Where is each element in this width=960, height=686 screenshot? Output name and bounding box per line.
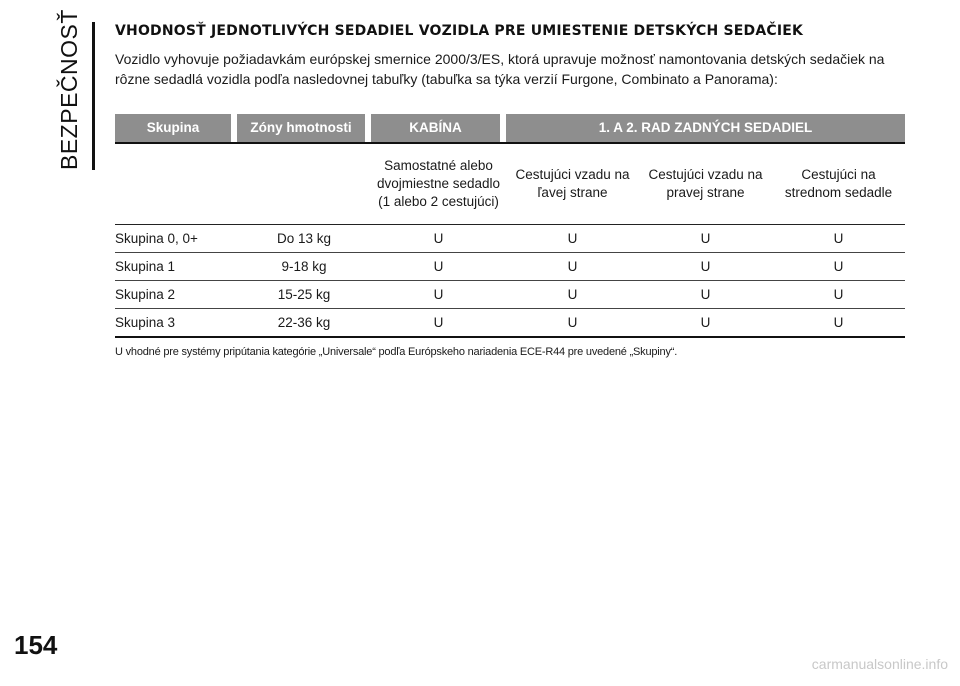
subheader-rear-left: Cestujúci vzadu na ľavej strane [506, 144, 639, 225]
subheader-empty [237, 144, 371, 225]
table-header-row [115, 114, 905, 144]
suitability-cell: U [772, 281, 905, 309]
watermark: carmanualsonline.info [811, 656, 948, 672]
subheader-empty [115, 144, 237, 225]
header-weight-zones: Zóny hmotnosti [237, 114, 371, 144]
header-rear-rows: 1. A 2. RAD ZADNÝCH SEDADIEL [506, 114, 905, 144]
suitability-cell: U [371, 281, 506, 309]
weight-cell: 22-36 kg [237, 309, 371, 338]
table-row [115, 309, 905, 338]
weight-cell: Do 13 kg [237, 225, 371, 253]
subheader-rear-center: Cestujúci na strednom sedadle [772, 144, 905, 225]
suitability-cell: U [639, 309, 772, 338]
header-group: Skupina [115, 114, 237, 144]
weight-cell: 15-25 kg [237, 281, 371, 309]
table-subheader-row [115, 144, 905, 225]
suitability-cell: U [772, 253, 905, 281]
section-label: BEZPEČNOSŤ [56, 9, 82, 170]
suitability-cell: U [772, 309, 905, 338]
header-cabin: KABÍNA [371, 114, 506, 144]
group-cell: Skupina 0, 0+ [115, 225, 237, 253]
suitability-cell: U [371, 253, 506, 281]
suitability-cell: U [371, 225, 506, 253]
suitability-cell: U [639, 281, 772, 309]
group-cell: Skupina 2 [115, 281, 237, 309]
suitability-cell: U [639, 225, 772, 253]
suitability-cell: U [506, 253, 639, 281]
intro-paragraph: Vozidlo vyhovuje požiadavkám európskej smernice 2000/3/ES, ktorá upravuje možnosť namontovania detských sedačiek na rôzne sedadlá vozidla podľa nasledovnej tabuľky (tabuľka sa týka verzií Furgone, Combinato a Panorama): [115, 51, 885, 87]
subheader-cabin-seat: Samostatné alebo dvojmiestne sedadlo (1 alebo 2 cestujúci) [371, 144, 506, 225]
group-cell: Skupina 1 [115, 253, 237, 281]
suitability-cell: U [506, 225, 639, 253]
group-cell: Skupina 3 [115, 309, 237, 338]
suitability-cell: U [506, 281, 639, 309]
table-footnote: U vhodné pre systémy pripútania kategórie „Universale“ podľa Európskeho nariadenia ECE-R44 pre uvedené „Skupiny“. [115, 346, 678, 358]
suitability-cell: U [371, 309, 506, 338]
page-heading: VHODNOSŤ JEDNOTLIVÝCH SEDADIEL VOZIDLA PRE UMIESTENIE DETSKÝCH SEDAČIEK [115, 23, 804, 39]
table-row [115, 281, 905, 309]
page-content [115, 23, 905, 358]
child-seat-suitability-table [115, 114, 905, 338]
subheader-rear-right: Cestujúci vzadu na pravej strane [639, 144, 772, 225]
table-row [115, 225, 905, 253]
suitability-cell: U [772, 225, 905, 253]
table-row [115, 253, 905, 281]
weight-cell: 9-18 kg [237, 253, 371, 281]
section-side-tab [38, 9, 100, 170]
page-number: 154 [14, 630, 58, 660]
suitability-cell: U [506, 309, 639, 338]
suitability-cell: U [639, 253, 772, 281]
section-divider [92, 22, 95, 170]
